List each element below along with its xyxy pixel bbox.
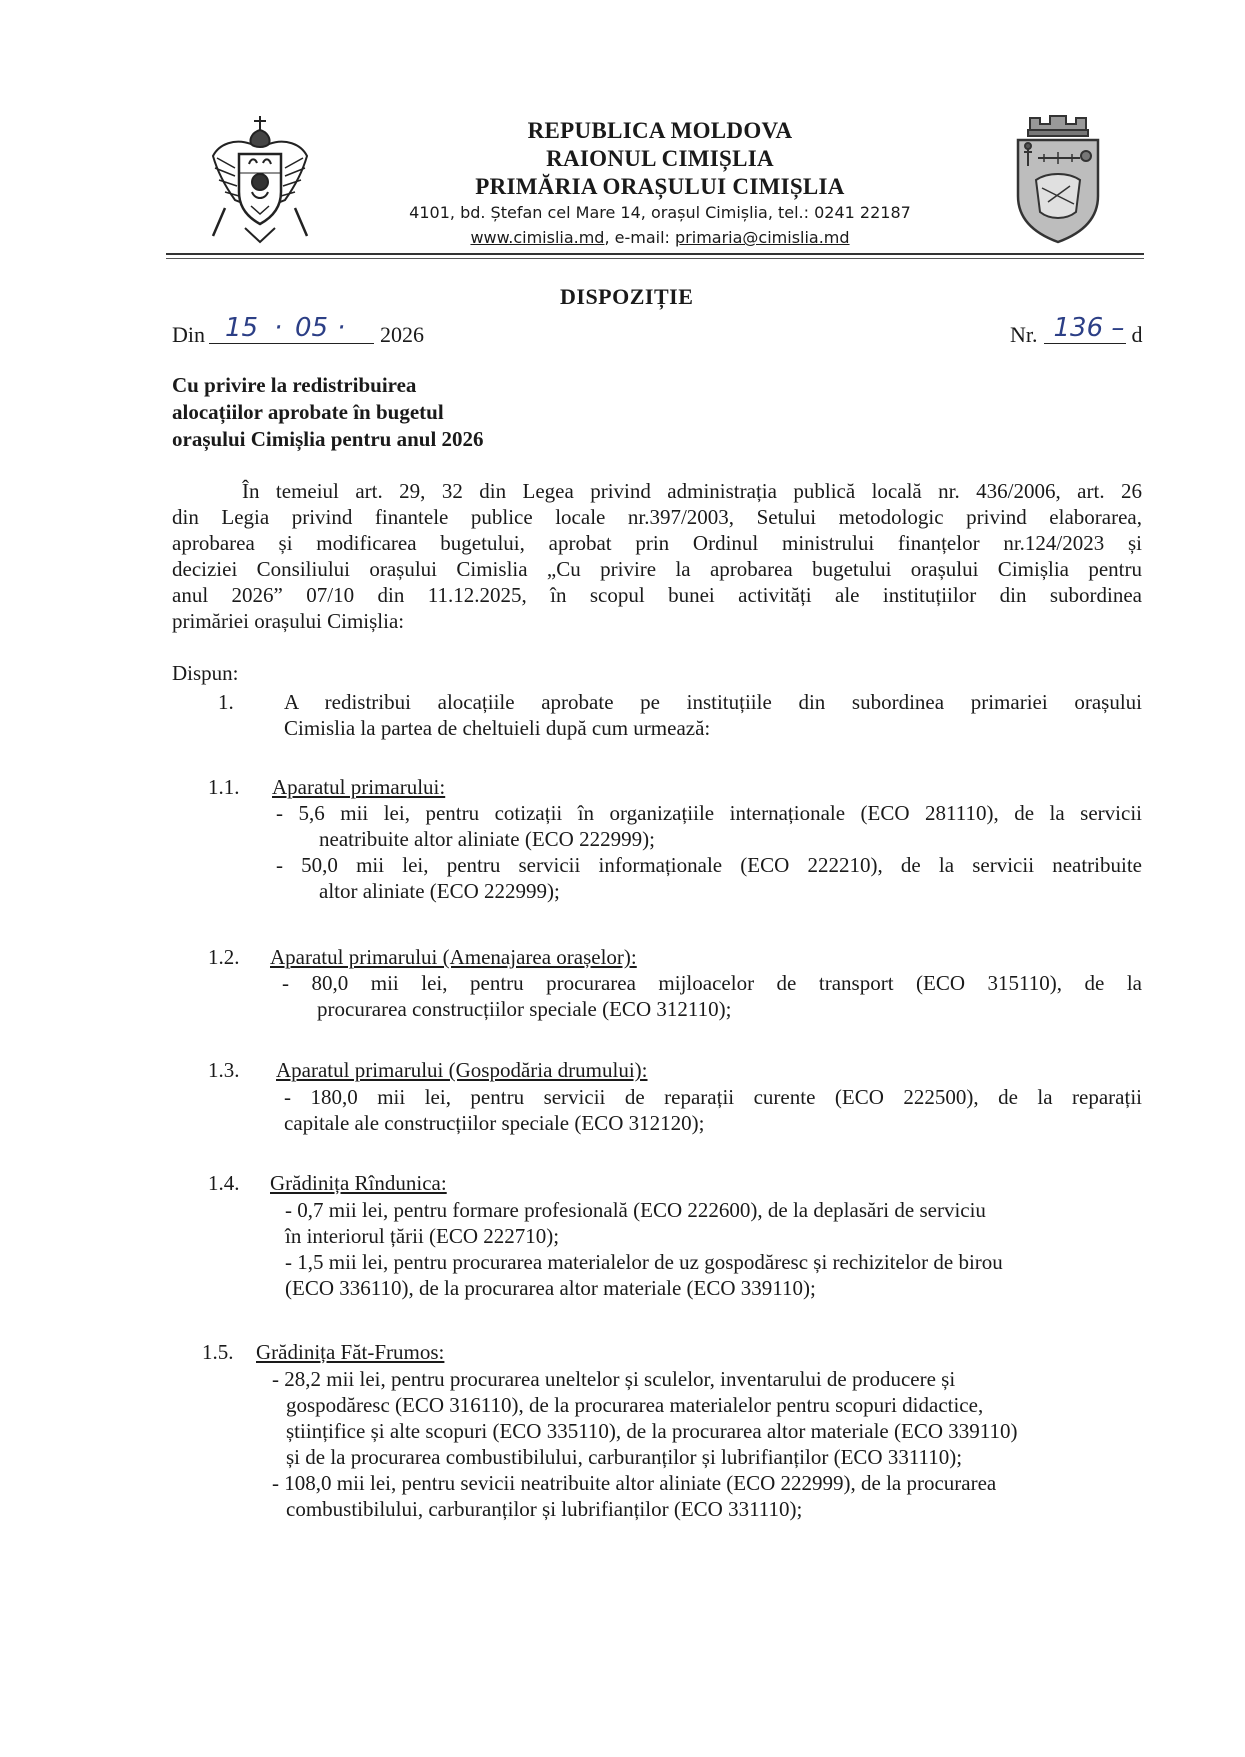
section-number: 1.2. <box>208 945 240 969</box>
section-line: - 80,0 mii lei, pentru procurarea mijloacelor de transport (ECO 315110), de la <box>282 971 1142 995</box>
section-title: Aparatul primarului: <box>272 775 446 799</box>
date-month: 05 <box>295 313 329 343</box>
section-line: neatribuite altor aliniate (ECO 222999); <box>319 827 655 851</box>
section-title: Aparatul primarului (Gospodăria drumului): <box>276 1058 648 1082</box>
section-line: capitale ale construcțiilor speciale (ECO 312120); <box>284 1111 705 1135</box>
section-line: - 180,0 mii lei, pentru servicii de reparații curente (ECO 222500), de la reparații <box>284 1085 1142 1109</box>
preamble <box>172 478 1142 634</box>
subject-line: orașului Cimișlia pentru anul 2026 <box>172 427 484 451</box>
preamble-line: În temeiul art. 29, 32 din Legea privind administrația publică locală nr. 436/2006, art. 26 <box>242 479 1142 503</box>
date-separator: · <box>274 313 283 343</box>
preamble-line: anul 2026” 07/10 din 11.12.2025, în scopul bunei activități ale instituțiilor din subordinea <box>172 583 1142 607</box>
section-line: (ECO 336110), de la procurarea altor materiale (ECO 339110); <box>285 1276 816 1300</box>
number-suffix: d <box>1131 322 1143 347</box>
number-label: Nr. <box>1010 322 1038 347</box>
item-line: A redistribui alocațiile aprobate pe instituțiile din subordinea primariei orașului <box>284 690 1142 714</box>
preamble-line: primăriei orașului Cimișlia: <box>172 609 405 633</box>
section-line: procurarea construcțiilor speciale (ECO 312110); <box>317 997 732 1021</box>
section-line: - 28,2 mii lei, pentru procurarea uneltelor și sculelor, inventarului de producere și <box>272 1367 956 1391</box>
dispun-label: Dispun: <box>172 661 239 685</box>
section-title: Aparatul primarului (Amenajarea orașelor): <box>270 945 637 969</box>
subject-line: Cu privire la redistribuirea <box>172 373 417 397</box>
section-line: științifice și alte scopuri (ECO 335110), de la procurarea altor materiale (ECO 339110) <box>286 1419 1018 1443</box>
header-address: 4101, bd. Ștefan cel Mare 14, orașul Cimișlia, tel.: 0241 22187 <box>409 203 911 222</box>
preamble-line: din Legia privind finantele publice locale nr.397/2003, Setului metodologic privind elaborarea, <box>172 505 1142 529</box>
section-body <box>284 1084 1142 1136</box>
preamble-line: deciziei Consiliului orașului Cimislia „Cu privire la aprobarea bugetului orașului Cimișlia pentru <box>172 557 1142 581</box>
section-line: - 108,0 mii lei, pentru sevicii neatribuite altor aliniate (ECO 222999), de la procurarea <box>272 1471 997 1495</box>
section-number: 1.3. <box>208 1058 240 1082</box>
section-line: - 1,5 mii lei, pentru procurarea materialelor de uz gospodăresc și rechizitelor de birou <box>285 1250 1003 1274</box>
item-number: 1. <box>218 690 234 714</box>
section-body <box>276 800 1142 904</box>
header-district: RAIONUL CIMIȘLIA <box>546 146 774 171</box>
date-label: Din <box>172 322 205 347</box>
moldova-coat-of-arms-icon <box>205 108 315 248</box>
preamble-line: aprobarea și modificarea bugetului, aprobat prin Ordinul ministrului finanțelor nr.124/2023 și <box>172 531 1142 555</box>
section-line: în interiorul țării (ECO 222710); <box>285 1224 560 1248</box>
date-year: 2026 <box>380 322 424 347</box>
website-link[interactable]: www.cimislia.md <box>470 228 605 247</box>
header-city-hall: PRIMĂRIA ORAȘULUI CIMIȘLIA <box>475 174 845 199</box>
document-subject <box>172 372 484 453</box>
item-text <box>284 689 1142 741</box>
date-handwritten-field <box>209 313 374 344</box>
section-line: combustibilului, carburanților și lubrifianților (ECO 331110); <box>286 1497 803 1521</box>
document-number <box>1010 313 1143 348</box>
header-rule-thick <box>166 253 1144 255</box>
section-title: Grădinița Rîndunica: <box>270 1171 447 1195</box>
section-line: gospodăresc (ECO 316110), de la procurarea materialelor pentru scopuri didactice, <box>286 1393 984 1417</box>
cimislia-coat-of-arms-icon <box>1008 108 1108 248</box>
number-value: 136 – <box>1053 313 1125 343</box>
section-number: 1.4. <box>208 1171 240 1195</box>
document-type-title: DISPOZIȚIE <box>560 284 694 309</box>
date-day: 15 <box>225 313 259 343</box>
email-link[interactable]: primaria@cimislia.md <box>675 228 850 247</box>
section-line: - 0,7 mii lei, pentru formare profesională (ECO 222600), de la deplasări de serviciu <box>285 1198 986 1222</box>
document-date <box>172 313 424 348</box>
item-line: Cimislia la partea de cheltuieli după cum urmează: <box>284 716 711 740</box>
section-title: Grădinița Făt-Frumos: <box>256 1340 445 1364</box>
section-number: 1.1. <box>208 775 240 799</box>
section-line: și de la procurarea combustibilului, carburanților și lubrifianților (ECO 331110); <box>286 1445 963 1469</box>
section-line: altor aliniate (ECO 222999); <box>319 879 560 903</box>
header-contacts <box>330 228 990 247</box>
date-separator: · <box>337 313 346 343</box>
email-label: , e-mail: <box>604 228 676 247</box>
section-line: - 5,6 mii lei, pentru cotizații în organizațiile internaționale (ECO 281110), de la servicii <box>276 801 1142 825</box>
section-body <box>282 970 1142 1022</box>
header-country: REPUBLICA MOLDOVA <box>527 118 793 143</box>
subject-line: alocațiilor aprobate în bugetul <box>172 400 444 424</box>
section-line: - 50,0 mii lei, pentru servicii informaționale (ECO 222210), de la servicii neatribuite <box>276 853 1142 877</box>
section-number: 1.5. <box>202 1340 234 1364</box>
section-body <box>285 1197 1145 1301</box>
section-body <box>272 1366 1172 1522</box>
number-handwritten-field <box>1044 313 1126 344</box>
header-rule-thin <box>166 258 1144 259</box>
